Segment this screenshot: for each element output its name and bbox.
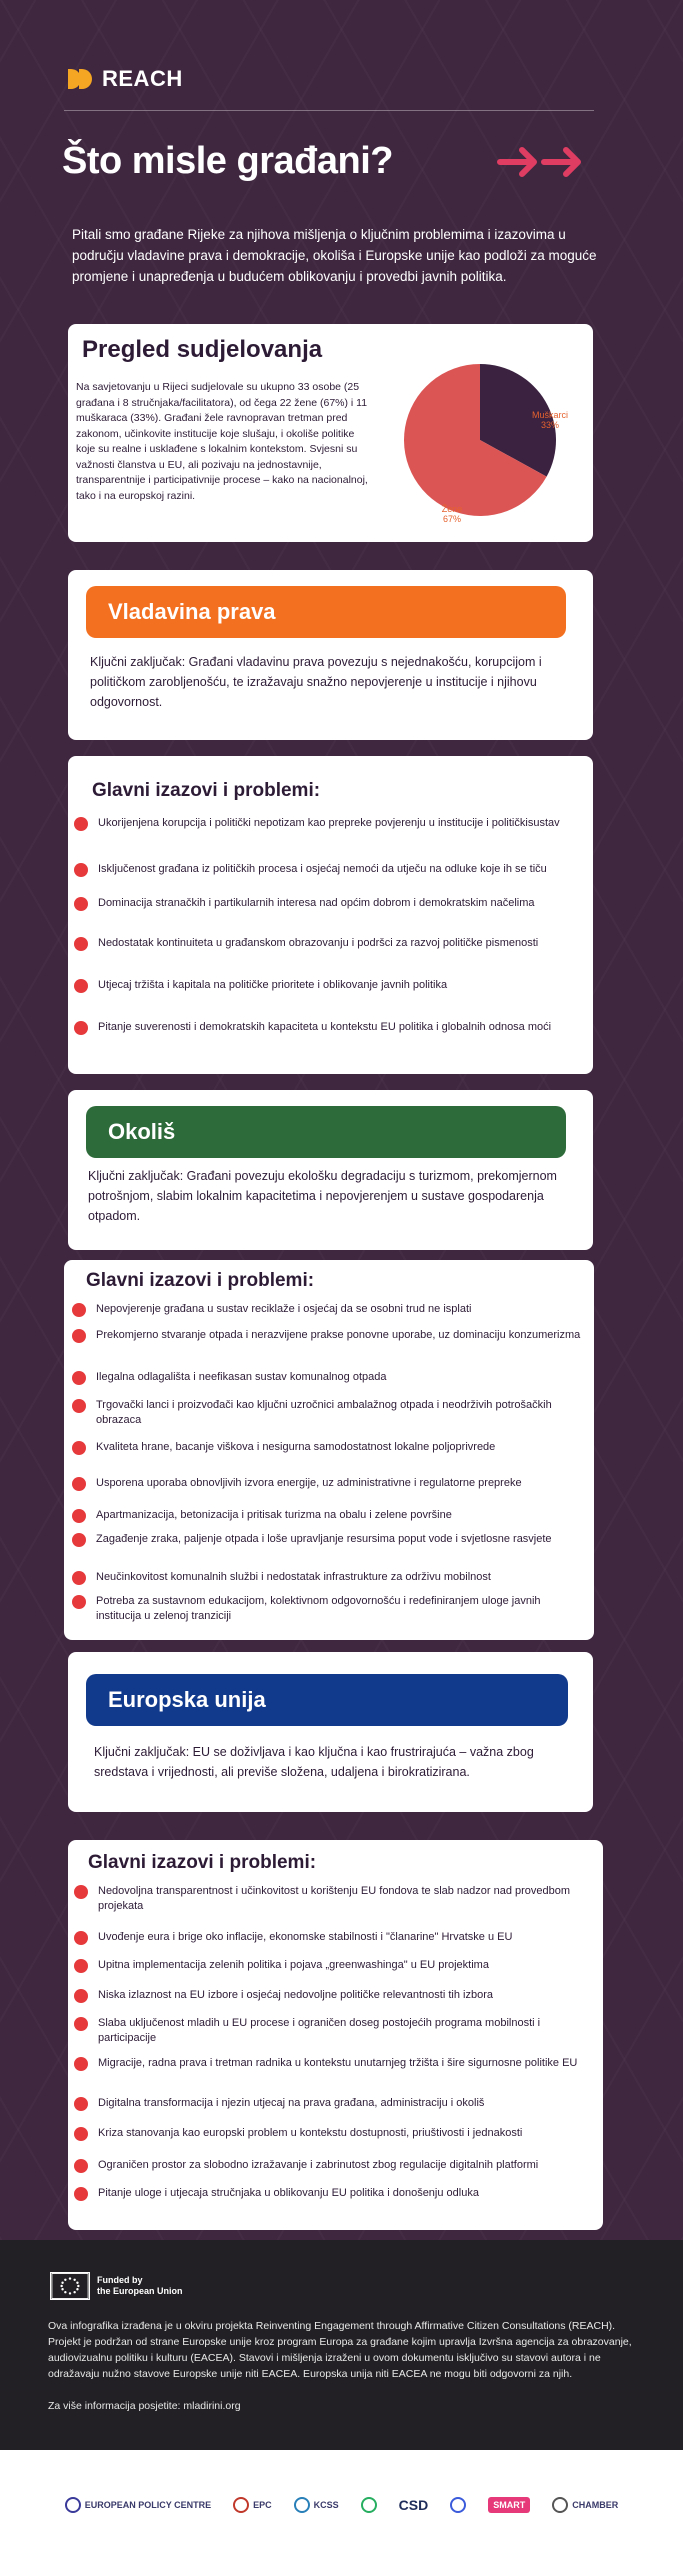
reach-logo: [68, 66, 183, 92]
gender-pie-chart: [380, 360, 580, 530]
bullet-dot: [74, 2159, 88, 2173]
eu-key: Ključni zaključak: EU se doživljava i kao ključna i kao frustrirajuća – važna zbog sredstava i vrijednosti, ali previše složena, udaljena i birokratizirana.: [94, 1745, 534, 1779]
rule-of-law-banner: Vladavina prava: [86, 586, 566, 638]
logo-text: REACH: [102, 66, 183, 91]
funded-line-2: the European Union: [97, 2286, 183, 2296]
bullet-dot: [74, 2057, 88, 2071]
bullet-dot: [74, 863, 88, 877]
environment-banner: Okoliš: [86, 1106, 566, 1158]
environment-issues-card: [64, 1260, 594, 1640]
list-item: Ograničen prostor za slobodno izražavanje i zabrinutost zbog regulacije digitalnih platformi: [74, 2158, 594, 2173]
bullet-dot: [72, 1399, 86, 1413]
bullet-dot: [74, 1989, 88, 2003]
reach-logo-icon: [68, 69, 94, 89]
eu-issues-card: [68, 1840, 603, 2230]
eu-card: [68, 1652, 593, 1812]
bullet-dot: [74, 937, 88, 951]
list-item: Prekomjerno stvaranje otpada i nerazvijene prakse ponovne uporabe, uz dominaciju konzumerizma: [72, 1328, 582, 1343]
overview-title: Pregled sudjelovanja: [82, 336, 323, 363]
bullet-dot: [72, 1303, 86, 1317]
bullet-dot: [74, 897, 88, 911]
list-item: Uvođenje eura i brige oko inflacije, ekonomske stabilnosti i "članarine" Hrvatske u EU: [74, 1930, 594, 1945]
bullet-dot: [74, 1885, 88, 1899]
bullet-dot: [72, 1371, 86, 1385]
bullet-dot: [74, 2127, 88, 2141]
bullet-dot: [72, 1509, 86, 1523]
partner-icon: [450, 2497, 466, 2513]
rule-of-law-issues-card: [68, 756, 593, 1074]
bullet-dot: [72, 1571, 86, 1585]
environment-key: Ključni zaključak: Građani povezuju ekološku degradaciju s turizmom, prekomjernom potrošnjom, slabim lokalnim kapacitetima i nepovjerenjem u sustave gospodarenja otpadom.: [88, 1169, 557, 1223]
partner-logo: EUROPEAN POLICY CENTRE: [65, 2497, 211, 2513]
funded-line-1: Funded by: [97, 2275, 143, 2285]
list-item: Digitalna transformacija i njezin utjecaj na prava građana, administraciju i okoliš: [74, 2096, 594, 2111]
list-item: Dominacija stranačkih i partikularnih interesa nad općim dobrom i demokratskim načelima: [74, 896, 579, 911]
partner-icon: [294, 2497, 310, 2513]
bullet-dot: [74, 2017, 88, 2031]
environment-issues-title: Glavni izazovi i problemi:: [86, 1270, 315, 1291]
bullet-dot: [72, 1595, 86, 1609]
list-item: Kriza stanovanja kao europski problem u kontekstu dostupnosti, priuštivosti i jednakosti: [74, 2126, 594, 2141]
partner-logo: CSD: [398, 2497, 429, 2513]
list-item: Isključenost građana iz političkih procesa i osjećaj nemoći da utječu na odluke koje ih se tiču: [74, 862, 579, 877]
page-title: Što misle građani?: [62, 140, 393, 182]
list-item: Trgovački lanci i proizvođači kao ključni uzročnici ambalažnog otpada i neodrživih potrošačkih obrazaca: [72, 1398, 582, 1428]
bullet-dot: [72, 1441, 86, 1455]
bullet-dot: [74, 2097, 88, 2111]
bullet-dot: [74, 817, 88, 831]
partner-icon: [233, 2497, 249, 2513]
list-item: Ukorijenjena korupcija i politički nepotizam kao prepreke povjerenju u institucije i političkisustav: [74, 816, 579, 831]
bullet-dot: [74, 1021, 88, 1035]
list-item: Nedovoljna transparentnost i učinkovitost u korištenju EU fondova te slab nadzor nad provedbom projekata: [74, 1884, 594, 1914]
eu-issues-title: Glavni izazovi i problemi:: [88, 1852, 317, 1873]
partner-logos: [0, 2450, 683, 2560]
header-divider: [64, 110, 594, 111]
bullet-dot: [72, 1329, 86, 1343]
list-item: Migracije, radna prava i tretman radnika u kontekstu unutarnjeg tržišta i šire sigurnosne politike EU: [74, 2056, 594, 2071]
overview-card: [68, 324, 593, 542]
list-item: Utjecaj tržišta i kapitala na političke prioritete i oblikovanje javnih politika: [74, 978, 579, 993]
list-item: Kvaliteta hrane, bacanje viškova i nesigurna samodostatnost lokalne poljoprivrede: [72, 1440, 582, 1455]
list-item: Nedostatak kontinuiteta u građanskom obrazovanju i podršci za razvoj političke pismenosti: [74, 936, 579, 951]
partner-logo: EPC: [233, 2497, 272, 2513]
list-item: Upitna implementacija zelenih politika i pojava „greenwashinga" u EU projektima: [74, 1958, 594, 1973]
disclaimer-text: Ova infografika izrađena je u okviru projekta Reinventing Engagement through Affirmative Citizen Consultations (REACH). Projekt je podržan od strane Europske unije kroz program Europa za građane kojim upravlja Izvršna agencija za obrazovanje, audiovizualnu politiku i kulturu (EACEA). Stavovi i mišljenja izraženi u ovom dokumentu isključivo su stavovi autora i ne odražavaju nužno stavove Europske unije niti EACEA. Europska unija niti EACEA ne mogu biti odgovorni za njih.: [48, 2320, 632, 2380]
list-item: Zagađenje zraka, paljenje otpada i loše upravljanje resursima poput vode i svjetlosne rasvjete: [72, 1532, 582, 1547]
partner-logo: [450, 2497, 466, 2513]
list-item: Pitanje suverenosti i demokratskih kapaciteta u kontekstu EU politika i globalnih odnosa moći: [74, 1020, 579, 1035]
bullet-dot: [74, 2187, 88, 2201]
environment-card: [68, 1090, 593, 1250]
overview-text: Na savjetovanju u Rijeci sudjelovale su ukupno 33 osobe (25 građana i 8 stručnjaka/facilitatora), od čega 22 žene (67%) i 11 muškaraca (33%). Građani žele ravnopravan tretman pred zakonom, učinkovite institucije koje slušaju, i okoliše politike koje su realne i usklađene s lokalnim kontekstom. Svjesni su važnosti članstva u EU, ali pozivaju na jednostavnije, transparentnije i participativnije procese – kako na nacionalnoj, tako i na europskoj razini.: [76, 381, 368, 502]
partner-icon: [361, 2497, 377, 2513]
list-item: Slaba uključenost mladih u EU procese i ograničen doseg postojećih programa mobilnosti i participacije: [74, 2016, 594, 2046]
bullet-dot: [74, 1931, 88, 1945]
partner-icon: [552, 2497, 568, 2513]
pie-label-men: Muškarci 33%: [531, 410, 569, 430]
bullet-dot: [72, 1533, 86, 1547]
partner-logo: SMART: [488, 2497, 530, 2513]
eu-flag-icon: [50, 2272, 90, 2300]
double-arrow-icon: [496, 142, 586, 182]
list-item: Pitanje uloge i utjecaja stručnjaka u oblikovanju EU politika i donošenju odluka: [74, 2186, 594, 2201]
partner-icon: [65, 2497, 81, 2513]
list-item: Nepovjerenje građana u sustav reciklaže i osjećaj da se osobni trud ne isplati: [72, 1302, 582, 1317]
list-item: Apartmanizacija, betonizacija i pritisak turizma na obalu i zelene površine: [72, 1508, 582, 1523]
partner-logo: CHAMBER: [552, 2497, 618, 2513]
list-item: Potreba za sustavnom edukacijom, kolektivnom odgovornošću i redefiniranjem uloge javnih institucija u zelenoj tranziciji: [72, 1594, 582, 1624]
rule-of-law-issues-title: Glavni izazovi i problemi:: [92, 780, 321, 801]
pie-label-women: Žene 67%: [441, 504, 463, 524]
list-item: Usporena uporaba obnovljivih izvora energije, uz administrativne i regulatorne prepreke: [72, 1476, 582, 1491]
partner-logo: [361, 2497, 377, 2513]
bullet-dot: [74, 1959, 88, 1973]
funded-by-eu: [97, 2275, 183, 2297]
bullet-dot: [72, 1477, 86, 1491]
more-info-link[interactable]: Za više informacija posjetite: mladirini.org: [48, 2400, 241, 2412]
eu-banner: Europska unija: [86, 1674, 568, 1726]
list-item: Ilegalna odlagališta i neefikasan sustav komunalnog otpada: [72, 1370, 582, 1385]
intro-text: Pitali smo građane Rijeke za njihova mišljenja o ključnim problemima i izazovima u području vladavine prava i demokracije, okoliša i Europske unije kao podloži za moguće promjene i unapređenja u budućem oblikovanju i provedbi javnih politika.: [72, 227, 597, 284]
list-item: Neučinkovitost komunalnih službi i nedostatak infrastrukture za održivu mobilnost: [72, 1570, 582, 1585]
list-item: Niska izlaznost na EU izbore i osjećaj nedovoljne političke relevantnosti tih izbora: [74, 1988, 594, 2003]
bullet-dot: [74, 979, 88, 993]
rule-of-law-card: [68, 570, 593, 740]
partner-logo: KCSS: [294, 2497, 339, 2513]
rule-of-law-key: Ključni zaključak: Građani vladavinu prava povezuju s nejednakošću, korupcijom i političkom zarobljenošću, te izražavaju snažno nepovjerenje u institucije i njihovu odgovornost.: [90, 655, 542, 709]
